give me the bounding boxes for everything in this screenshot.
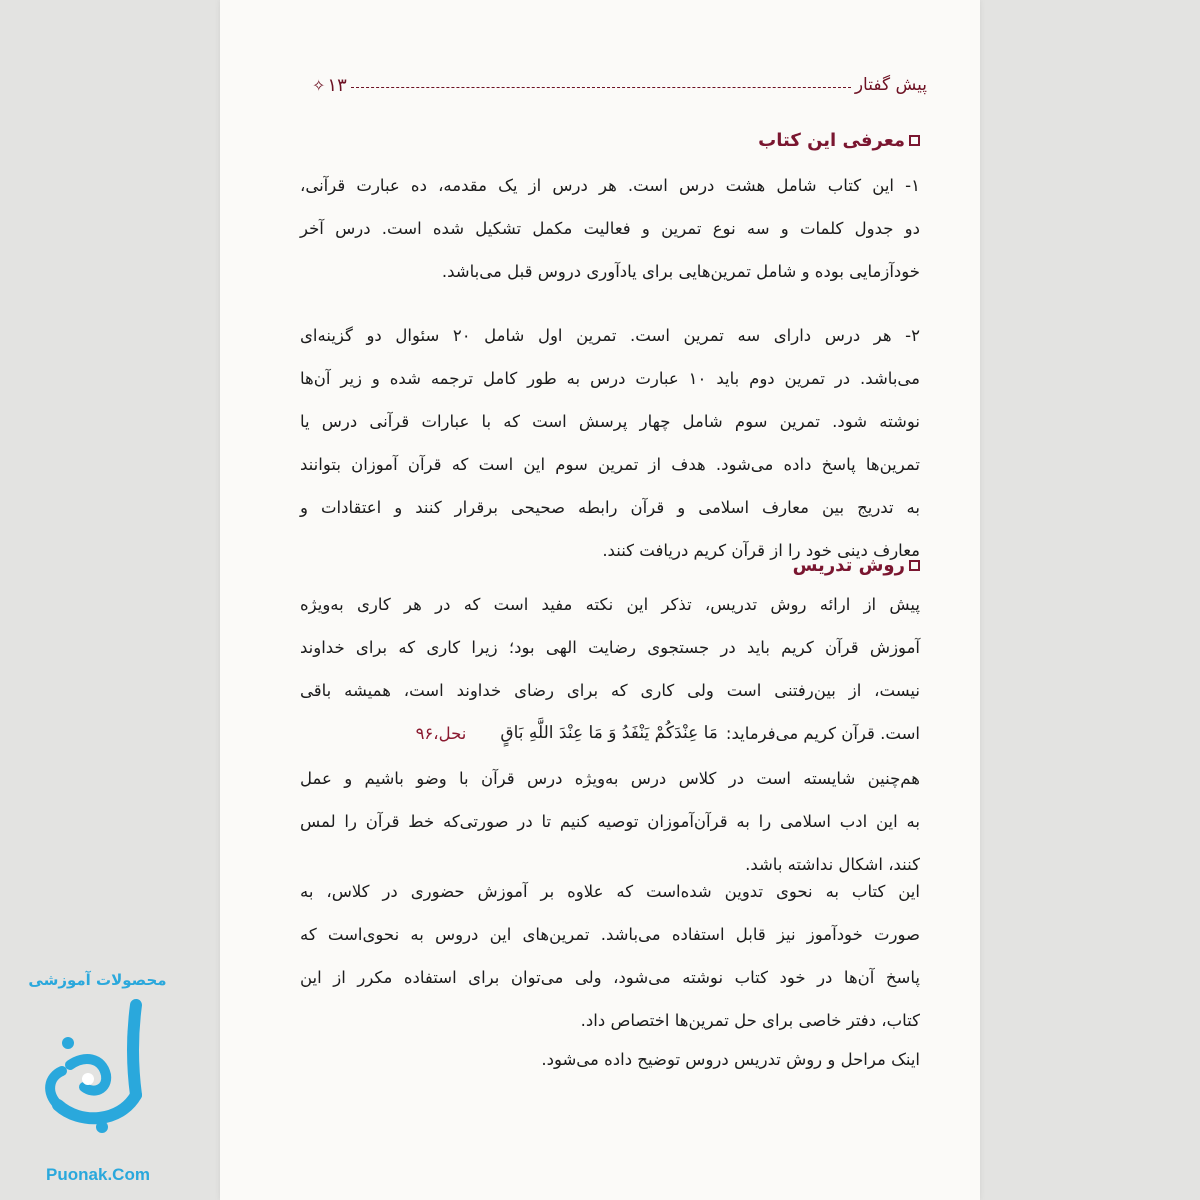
- text-line: دو جدول کلمات و سه نوع تمرین و فعالیت مکمل تشکیل شده است. درس آخر: [300, 219, 920, 238]
- quran-verse-line: [300, 712, 920, 755]
- text-line: هم‌چنین شایسته است در کلاس درس به‌ویژه درس قرآن با وضو باشیم و عمل: [300, 769, 920, 788]
- paragraph-intro-1: [300, 164, 920, 293]
- text-line: صورت خودآموز نیز قابل استفاده می‌باشد. تمرین‌های این دروس به نحوی‌است که: [300, 925, 920, 944]
- text-line: به تدریج بین معارف اسلامی و قرآن رابطه صحیحی برقرار کنند و اعتقادات و: [300, 498, 920, 517]
- text-line: اینک مراحل و روش تدریس دروس توضیح داده می‌شود.: [541, 1050, 920, 1069]
- text-line: نیست، از بین‌رفتنی است ولی کاری که برای رضای خداوند است، همیشه باقی: [300, 681, 920, 700]
- text-line: کنند، اشکال نداشته باشد.: [745, 855, 920, 874]
- paragraph-method-2: [300, 757, 920, 886]
- page-number: ۱۳: [327, 74, 347, 96]
- text-line: معارف دینی خود را از قرآن کریم دریافت کنند.: [602, 541, 920, 560]
- section-title-teaching-method: روش تدریس: [793, 555, 920, 576]
- star-ornament-icon: ✧: [312, 75, 326, 95]
- paragraph-method-3: [300, 870, 920, 1042]
- header-section-title: پیش گفتار: [854, 75, 927, 95]
- header-dashed-rule: [351, 87, 851, 88]
- text-line: پاسخ آن‌ها در خود کتاب نوشته می‌شود، ولی می‌توان برای استفاده مکرر از این: [300, 968, 920, 987]
- paragraph-method-4: [300, 1038, 920, 1081]
- paragraph-method-1: [300, 583, 920, 755]
- text-line: خودآزمایی بوده و شامل تمرین‌هایی برای یادآوری دروس قبل می‌باشد.: [441, 262, 920, 281]
- paragraph-intro-2: [300, 314, 920, 572]
- text-line: ۲- هر درس دارای سه تمرین است. تمرین اول شامل ۲۰ سئوال دو گزینه‌ای: [300, 326, 920, 345]
- text-line: ۱- این کتاب شامل هشت درس است. هر درس از یک مقدمه، ده عبارت قرآنی،: [300, 176, 920, 195]
- puonak-watermark: [0, 965, 190, 1190]
- text-line: نوشته شود. تمرین سوم شامل چهار پرسش است که با عبارات قرآنی درس یا: [300, 412, 920, 431]
- verse-reference: نحل،۹۶: [415, 724, 467, 743]
- verse-intro-text: است. قرآن کریم می‌فرماید:: [725, 724, 920, 743]
- text-line: می‌باشد. در تمرین دوم باید ۱۰ عبارت درس به طور کامل ترجمه شده و زیر آن‌ها: [300, 369, 921, 388]
- text-line: به این ادب اسلامی را به قرآن‌آموزان توصیه کنیم تا در صورتی‌که خط قرآن را لمس: [300, 812, 920, 831]
- text-line: کتاب، دفتر خاصی برای حل تمرین‌ها اختصاص داد.: [580, 1011, 920, 1030]
- watermark-tagline: محصولات آموزشی: [28, 971, 167, 989]
- running-header: [312, 70, 927, 100]
- section-title-intro: معرفی این کتاب: [758, 130, 920, 151]
- text-line: پیش از ارائه روش تدریس، تذکر این نکته مفید است که در هر کاری به‌ویژه: [300, 595, 920, 614]
- square-bullet-icon: [909, 560, 920, 571]
- text-line: آموزش قرآن کریم باید در جستجوی رضایت الهی بود؛ زیرا کاری که برای خداوند: [300, 638, 920, 657]
- square-bullet-icon: [909, 135, 920, 146]
- quran-verse: مَا عِنْدَكُمْ يَنْفَدُ وَ مَا عِنْدَ اللَّهِ بَاقٍ: [500, 723, 718, 743]
- puonak-logo-icon: [40, 995, 160, 1135]
- watermark-url: Puonak.Com: [46, 1165, 150, 1184]
- text-line: تمرین‌ها پاسخ داده می‌شود. هدف از تمرین سوم این است که قرآن آموزان بتوانند: [300, 455, 920, 474]
- text-line: این کتاب به نحوی تدوین شده‌است که علاوه بر آموزش حضوری در کلاس، به: [300, 882, 920, 901]
